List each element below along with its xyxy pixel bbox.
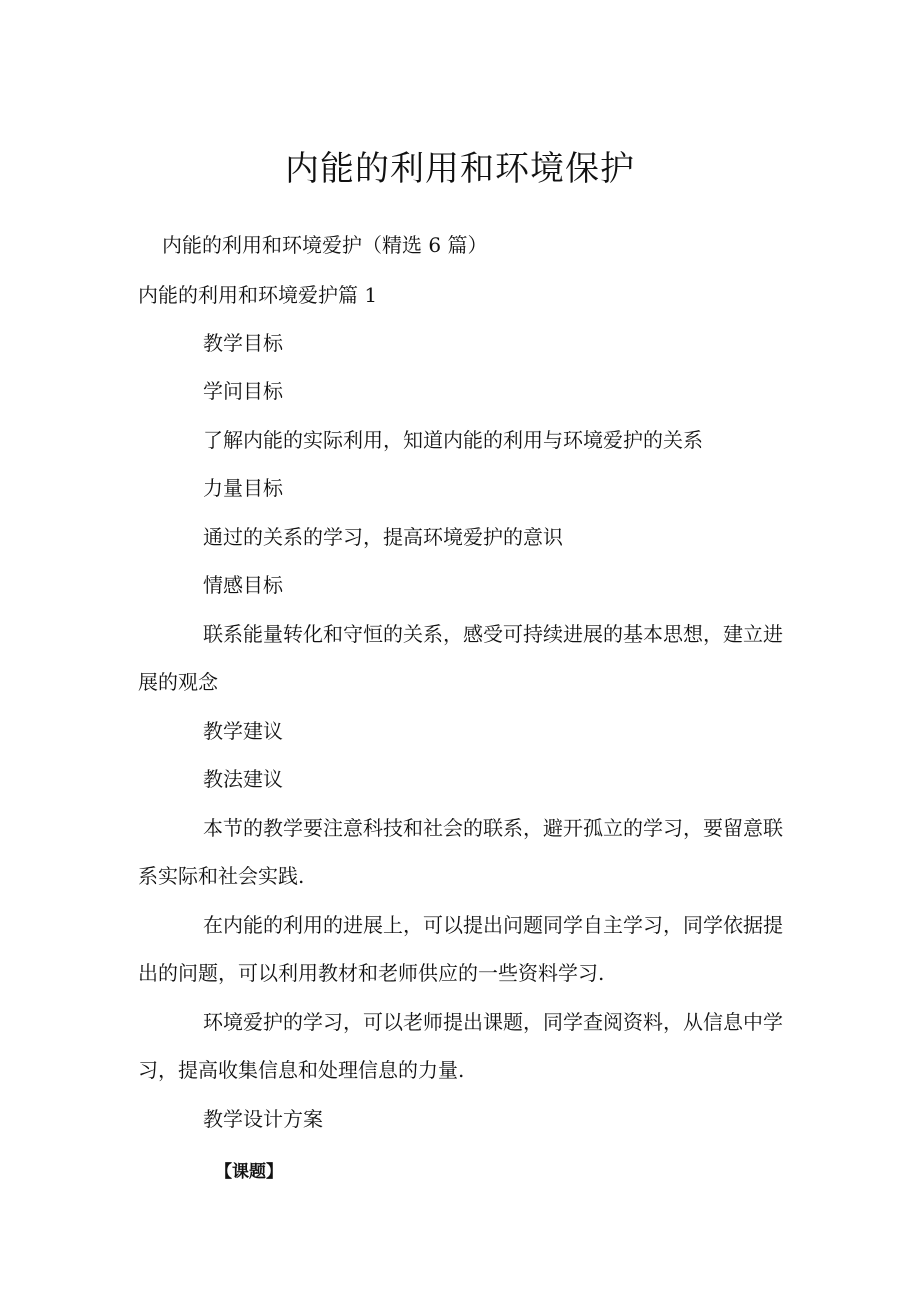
document-subtitle: 内能的利用和环境爱护（精选 6 篇）: [162, 233, 488, 257]
paragraph-line: 情感目标: [203, 573, 283, 597]
paragraph-line: 习，提高收集信息和处理信息的力量.: [138, 1058, 465, 1082]
paragraph-line: 本节的教学要注意科技和社会的联系，避开孤立的学习，要留意联: [203, 816, 783, 840]
paragraph-line: 联系能量转化和守恒的关系，感受可持续进展的基本思想，建立进: [203, 622, 783, 646]
paragraph-line: 出的问题，可以利用教材和老师供应的一些资料学习.: [138, 961, 605, 985]
paragraph-line: 力量目标: [203, 476, 283, 500]
paragraph-line: 了解内能的实际利用，知道内能的利用与环境爱护的关系: [203, 428, 703, 452]
paragraph-line: 展的观念: [138, 670, 218, 694]
paragraph-line: 教法建议: [203, 767, 283, 791]
paragraph-line: 教学设计方案: [203, 1107, 323, 1131]
section-heading: 内能的利用和环境爱护篇 1: [138, 283, 378, 307]
document-title: 内能的利用和环境保护: [285, 149, 635, 189]
paragraph-line: 通过的关系的学习，提高环境爱护的意识: [203, 525, 563, 549]
paragraph-line: 在内能的利用的进展上，可以提出问题同学自主学习，同学依据提: [203, 913, 783, 937]
paragraph-line: 学问目标: [203, 379, 283, 403]
paragraph-line: 教学建议: [203, 719, 283, 743]
paragraph-line: 环境爱护的学习，可以老师提出课题，同学查阅资料，从信息中学: [203, 1010, 783, 1034]
paragraph-line: 教学目标: [203, 331, 283, 355]
bracket-label: 【课题】: [215, 1162, 283, 1182]
paragraph-line: 系实际和社会实践.: [138, 864, 305, 888]
